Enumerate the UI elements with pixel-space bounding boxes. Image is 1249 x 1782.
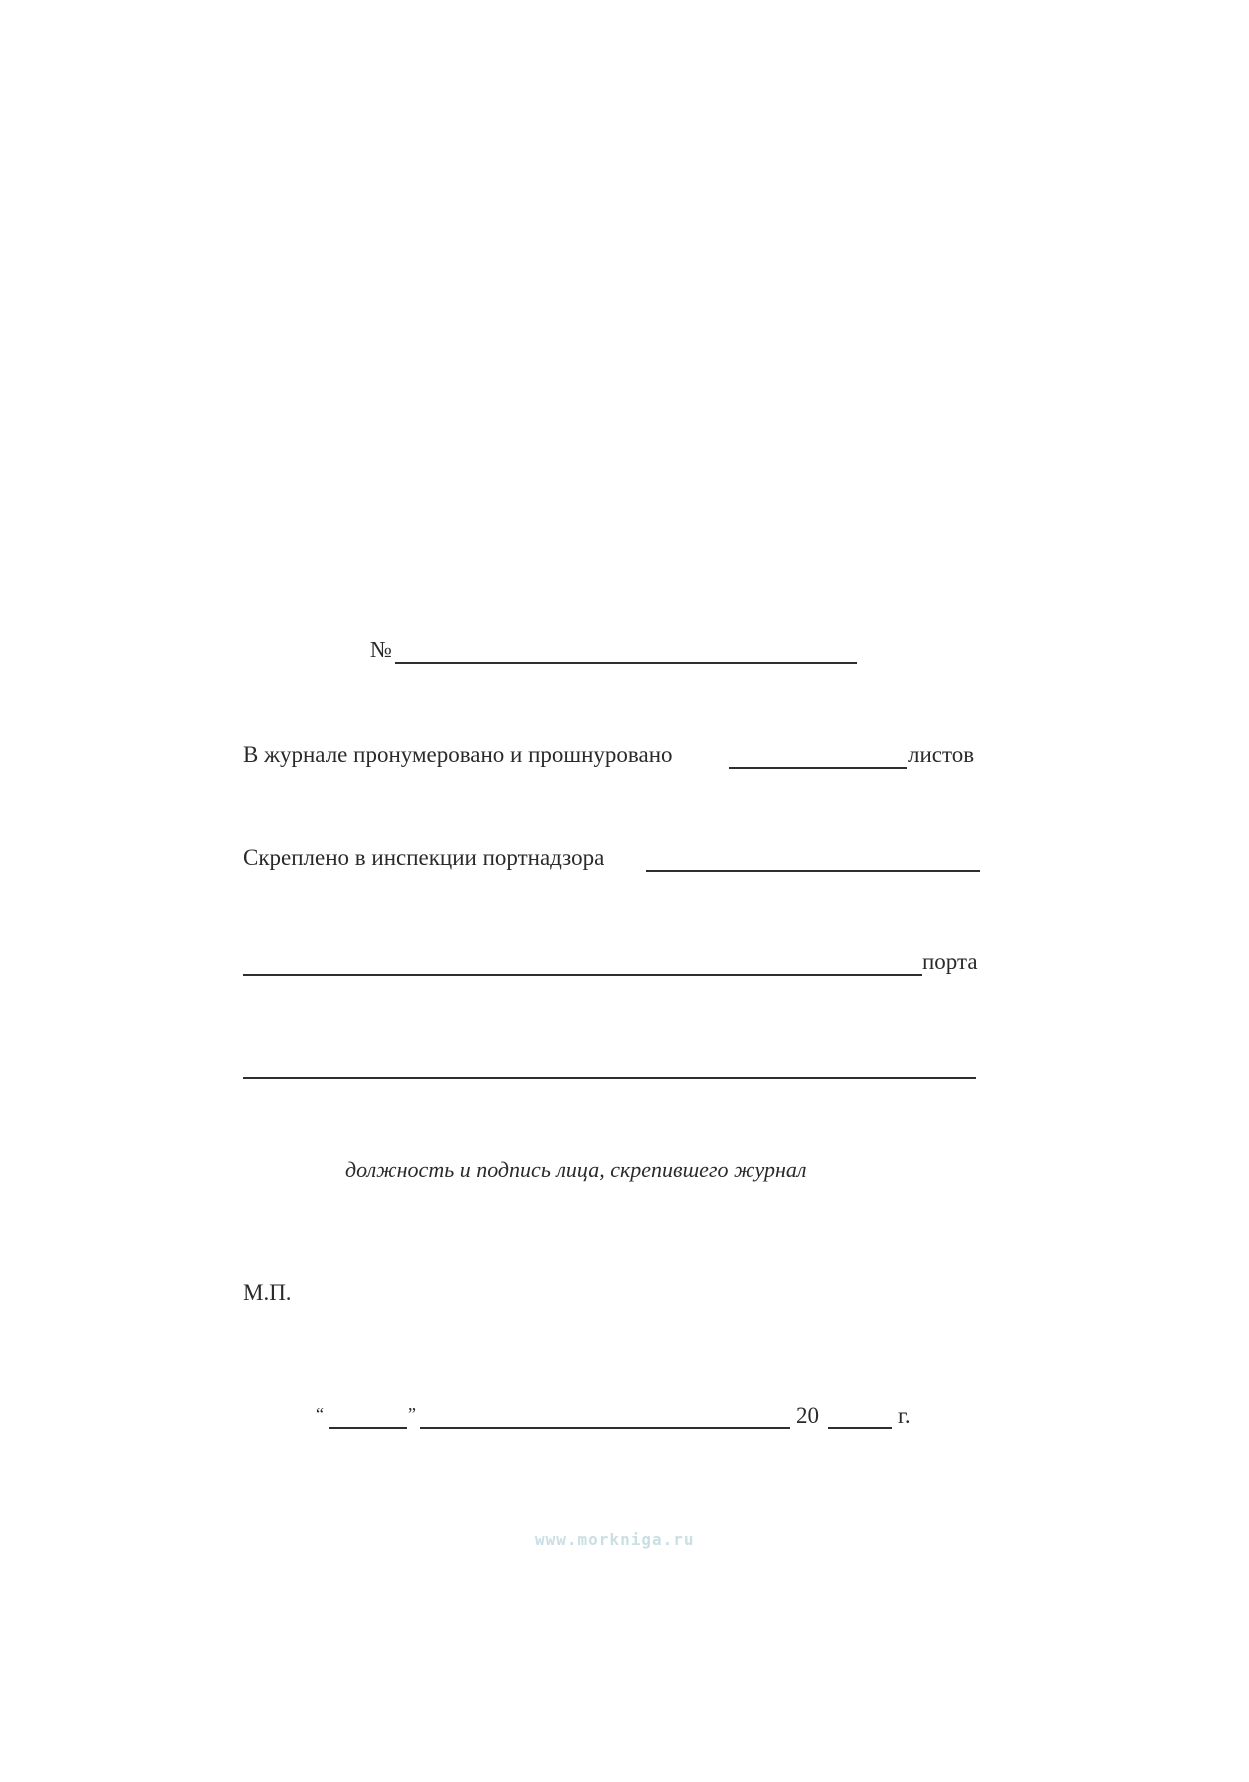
inspection-blank-line bbox=[646, 870, 980, 872]
date-year-prefix: 20 bbox=[796, 1403, 819, 1428]
date-year-blank-line bbox=[828, 1427, 892, 1429]
date-month-blank-line bbox=[420, 1427, 790, 1429]
signature-caption: должность и подпись лица, скрепившего журнал bbox=[345, 1157, 807, 1182]
inspection-label: Скреплено в инспекции портнадзора bbox=[243, 845, 605, 870]
port-blank-line bbox=[243, 974, 922, 976]
date-day-blank-line bbox=[329, 1427, 407, 1429]
number-label: № bbox=[370, 637, 392, 662]
port-suffix-text: порта bbox=[922, 949, 978, 974]
sheets-suffix-text: листов bbox=[908, 742, 975, 767]
number-blank-line bbox=[395, 662, 857, 664]
date-open-quote: “ bbox=[316, 1404, 324, 1424]
stamp-label: М.П. bbox=[243, 1280, 292, 1305]
sheets-count-blank-line bbox=[729, 767, 907, 769]
signature-blank-line bbox=[243, 1077, 976, 1079]
sheets-prefix-text: В журнале пронумеровано и прошнуровано bbox=[243, 742, 673, 767]
date-year-suffix: г. bbox=[898, 1403, 911, 1428]
date-close-quote: ” bbox=[408, 1404, 416, 1424]
watermark-text: www.morkniga.ru bbox=[535, 1530, 695, 1549]
